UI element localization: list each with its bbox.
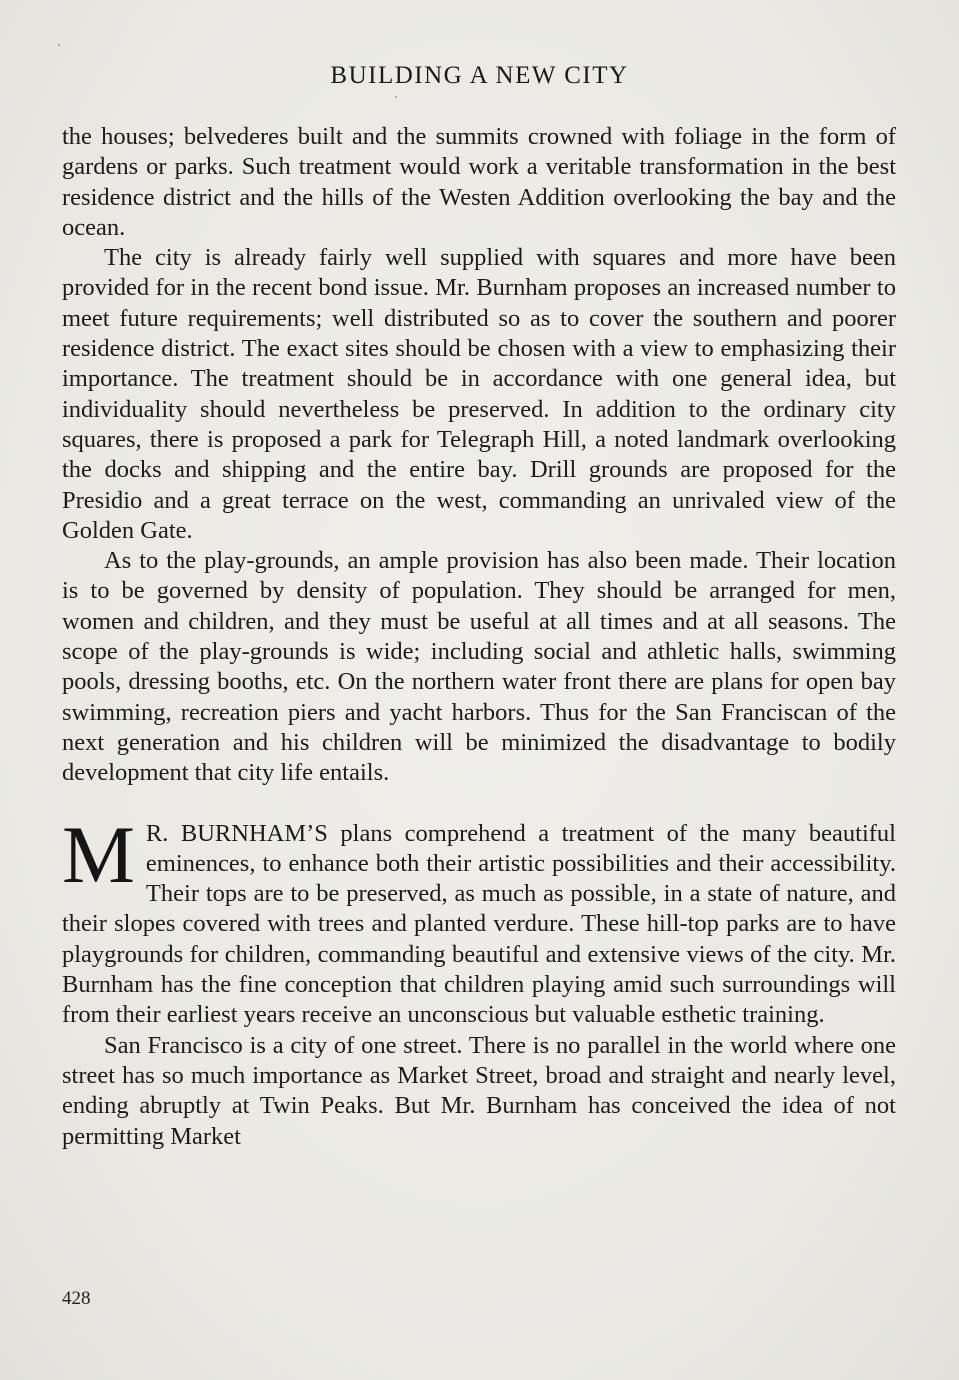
page-number: 428 xyxy=(62,1288,91,1309)
lead-in-caps: R. BURNHAM’S xyxy=(145,819,328,847)
body-text xyxy=(62,122,896,1152)
section-opening-paragraph xyxy=(62,808,896,1031)
paper-speck xyxy=(395,96,397,98)
paragraph-playgrounds: As to the play-grounds, an ample provision has also been made. Their location is to be governed by density of population. They should be arranged for men, women and children, and they must be useful at all times and at all seasons. The scope of the play-grounds is wide; including social and athletic halls, swimming pools, dressing booths, etc. On the northern water front there are plans for open bay swimming, recreation piers and yacht harbors. Thus for the San Franciscan of the next generation and his children will be minimized the disadvantage to bodily development that city life entails. xyxy=(62,547,896,787)
section-opening-text: plans comprehend a treatment of the many beautiful eminences, to enhance both their artistic possibilities and their accessibility. Their tops are to be preserved, as much as possible, in a state of nature, and their slopes covered with trees and planted verdure. These hill-top parks are to have playgrounds for children, commanding beautiful and extensive views of the city. Mr. Burnham has the fine conception that children playing amid such surroundings will from their earliest years receive an unconscious but valuable esthetic training. xyxy=(62,819,896,1029)
running-title: BUILDING A NEW CITY xyxy=(330,62,629,89)
paper-speck xyxy=(58,44,60,46)
paragraph-market-street: San Francisco is a city of one street. There is no parallel in the world where one street has so much importance as Market Street, broad and straight and nearly level, ending abruptly at Twin Peaks. But Mr. Burnham has conceived the idea of not permitting Market xyxy=(62,1031,896,1150)
paragraph-continued: the houses; belvederes built and the summits crowned with foliage in the form of gardens or parks. Such treatment would work a veritable transformation in the best residence district and the hills of the Westen Addition overlooking the bay and the ocean. xyxy=(62,123,896,241)
drop-cap: M xyxy=(62,808,134,900)
paragraph-squares: The city is already fairly well supplied with squares and more have been provided for in the recent bond issue. Mr. Burnham proposes an increased number to meet future requirements; well distributed so as to cover the southern and poorer residence district. The exact sites should be chosen with a view to emphasizing their importance. The treatment should be in accordance with one general idea, but individuality should nevertheless be preserved. In addition to the ordinary city squares, there is proposed a park for Telegraph Hill, a noted landmark overlooking the docks and shipping and the entire bay. Drill grounds are proposed for the Presidio and a great terrace on the west, commanding an unrivaled view of the Golden Gate. xyxy=(62,244,896,544)
